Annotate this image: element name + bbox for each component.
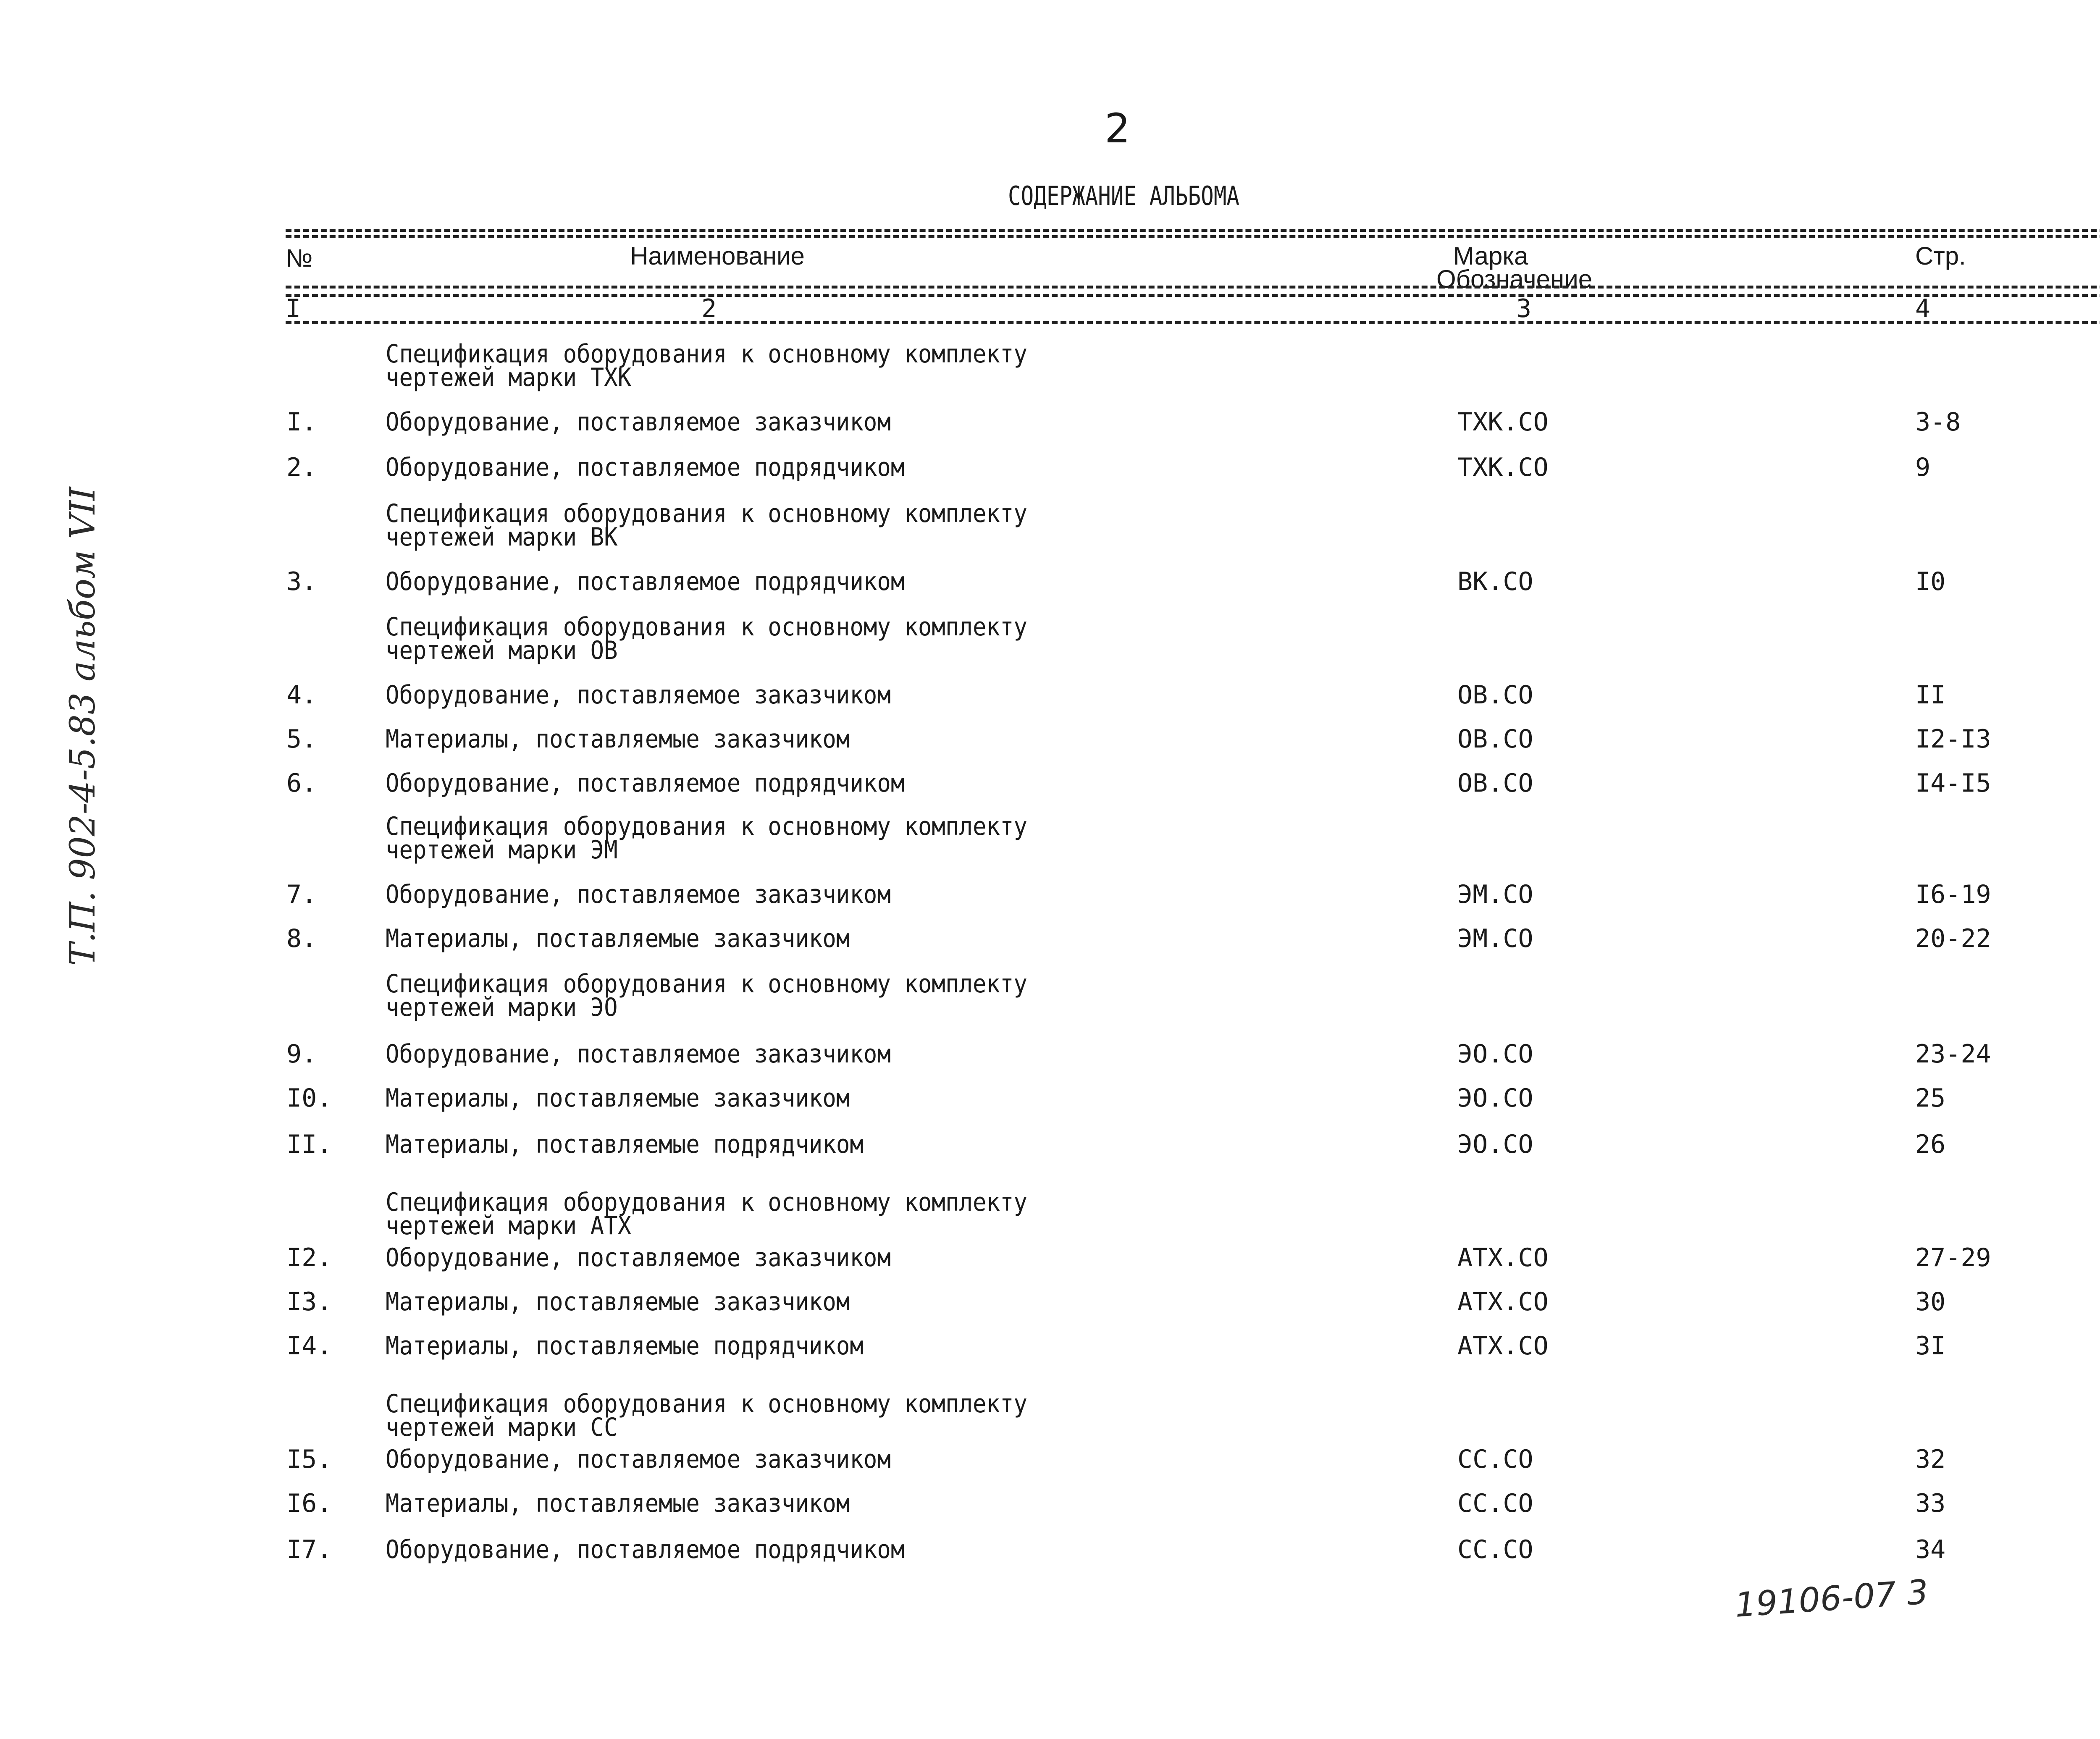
row-number: 8.: [286, 924, 317, 953]
row-name: Оборудование, поставляемое заказчиком: [386, 880, 891, 909]
document-title: СОДЕРЖАНИЕ АЛЬБОМА: [1008, 181, 1239, 211]
row-page: 27-29: [1915, 1243, 1991, 1272]
row-page: 32: [1915, 1445, 1946, 1474]
column-number: 3: [1516, 294, 1532, 323]
row-page: 26: [1915, 1130, 1946, 1159]
row-name: Материалы, поставляемые подрядчиком: [386, 1331, 864, 1361]
row-name: Оборудование, поставляемое заказчиком: [386, 680, 891, 710]
section-title: [386, 339, 1028, 392]
row-number: I5.: [286, 1445, 332, 1474]
row-number: 7.: [286, 880, 317, 909]
row-mark: ОВ.СО: [1457, 724, 1533, 754]
divider: [286, 321, 2100, 324]
row-number: 9.: [286, 1039, 317, 1069]
row-name: Оборудование, поставляемое заказчиком: [386, 1243, 891, 1272]
row-mark: ОВ.СО: [1457, 769, 1533, 798]
row-name: Оборудование, поставляемое подрядчиком: [386, 769, 905, 798]
section-title-line: чертежей марки ВК: [386, 522, 618, 552]
row-name: Оборудование, поставляемое подрядчиком: [386, 567, 905, 596]
section-title-line: Спецификация оборудования к основному комплекту: [386, 612, 1028, 642]
header-name: Наименование: [630, 242, 805, 270]
section-title-line: чертежей марки ТХК: [386, 363, 632, 392]
row-number: 5.: [286, 724, 317, 754]
row-number: I4.: [286, 1331, 332, 1361]
row-mark: ЭО.СО: [1457, 1083, 1533, 1113]
row-name: Оборудование, поставляемое заказчиком: [386, 407, 891, 437]
row-page: 3-8: [1915, 407, 1961, 437]
row-page: 34: [1915, 1535, 1946, 1564]
section-title-line: чертежей марки АТХ: [386, 1211, 632, 1241]
row-name: Материалы, поставляемые заказчиком: [386, 1489, 850, 1518]
row-name: Оборудование, поставляемое заказчиком: [386, 1039, 891, 1069]
row-number: I7.: [286, 1535, 332, 1564]
section-title-line: Спецификация оборудования к основному комплекту: [386, 1188, 1028, 1217]
row-mark: АТХ.СО: [1457, 1243, 1549, 1272]
divider: [286, 229, 2100, 232]
section-title: [386, 1389, 1028, 1442]
divider: [286, 235, 2100, 238]
row-page: I2-I3: [1915, 724, 1991, 754]
section-title-line: Спецификация оборудования к основному комплекту: [386, 969, 1028, 999]
section-title-line: чертежей марки ЭМ: [386, 835, 618, 865]
row-number: 4.: [286, 680, 317, 710]
section-title: [386, 499, 1028, 552]
row-mark: ТХК.СО: [1457, 453, 1549, 482]
row-mark: ОВ.СО: [1457, 680, 1533, 710]
row-page: 25: [1915, 1083, 1946, 1113]
column-number: 4: [1915, 294, 1931, 323]
row-name: Материалы, поставляемые заказчиком: [386, 724, 850, 754]
row-mark: АТХ.СО: [1457, 1287, 1549, 1317]
row-name: Материалы, поставляемые заказчиком: [386, 1287, 850, 1317]
section-title-line: Спецификация оборудования к основному комплекту: [386, 812, 1028, 841]
section-title-line: чертежей марки ЭО: [386, 993, 618, 1022]
section-title: [386, 612, 1028, 665]
row-mark: ЭО.СО: [1457, 1130, 1533, 1159]
row-mark: ВК.СО: [1457, 567, 1533, 596]
row-page: 20-22: [1915, 924, 1991, 953]
row-mark: СС.СО: [1457, 1489, 1533, 1518]
row-number: 6.: [286, 769, 317, 798]
page-number: 2: [1105, 105, 1131, 152]
header-num: №: [286, 244, 313, 272]
row-page: 23-24: [1915, 1039, 1991, 1069]
section-title-line: чертежей марки СС: [386, 1413, 618, 1442]
row-mark: ЭО.СО: [1457, 1039, 1533, 1069]
header-page: Стр.: [1915, 242, 1966, 270]
section-title: [386, 969, 1028, 1022]
row-page: I0: [1915, 567, 1946, 596]
section-title-line: Спецификация оборудования к основному комплекту: [386, 1389, 1028, 1419]
row-page: II: [1915, 680, 1946, 710]
row-page: 9: [1915, 453, 1931, 482]
header-designation: Обозначение: [1436, 265, 1593, 293]
row-number: I0.: [286, 1083, 332, 1113]
row-page: I4-I5: [1915, 769, 1991, 798]
row-number: I.: [286, 407, 317, 437]
section-title: [386, 812, 1028, 865]
side-note: Т.П. 902-4-5.83 альбом VII: [63, 487, 103, 966]
handwritten-stamp: 19106-07 3: [1733, 1572, 1930, 1625]
row-mark: СС.СО: [1457, 1445, 1533, 1474]
row-name: Материалы, поставляемые заказчиком: [386, 924, 850, 953]
row-name: Оборудование, поставляемое заказчиком: [386, 1445, 891, 1474]
row-number: I6.: [286, 1489, 332, 1518]
divider: [286, 286, 2100, 289]
row-mark: СС.СО: [1457, 1535, 1533, 1564]
row-number: 2.: [286, 453, 317, 482]
row-number: I3.: [286, 1287, 332, 1317]
row-mark: ЭМ.СО: [1457, 880, 1533, 909]
row-name: Материалы, поставляемые заказчиком: [386, 1083, 850, 1113]
row-page: 30: [1915, 1287, 1946, 1317]
section-title: [386, 1188, 1028, 1241]
section-title-line: Спецификация оборудования к основному комплекту: [386, 339, 1028, 369]
row-page: I6-19: [1915, 880, 1991, 909]
header-mark: Марка: [1453, 242, 1528, 270]
column-number: I: [286, 294, 301, 323]
row-mark: ТХК.СО: [1457, 407, 1549, 437]
row-mark: ЭМ.СО: [1457, 924, 1533, 953]
row-number: I2.: [286, 1243, 332, 1272]
row-name: Оборудование, поставляемое подрядчиком: [386, 453, 905, 482]
row-page: 3I: [1915, 1331, 1946, 1361]
column-number: 2: [701, 294, 717, 323]
row-name: Оборудование, поставляемое подрядчиком: [386, 1535, 905, 1564]
divider: [286, 294, 2100, 297]
row-name: Материалы, поставляемые подрядчиком: [386, 1130, 864, 1159]
section-title-line: Спецификация оборудования к основному комплекту: [386, 499, 1028, 528]
row-number: II.: [286, 1130, 332, 1159]
row-page: 33: [1915, 1489, 1946, 1518]
row-mark: АТХ.СО: [1457, 1331, 1549, 1361]
row-number: 3.: [286, 567, 317, 596]
section-title-line: чертежей марки ОВ: [386, 636, 618, 665]
